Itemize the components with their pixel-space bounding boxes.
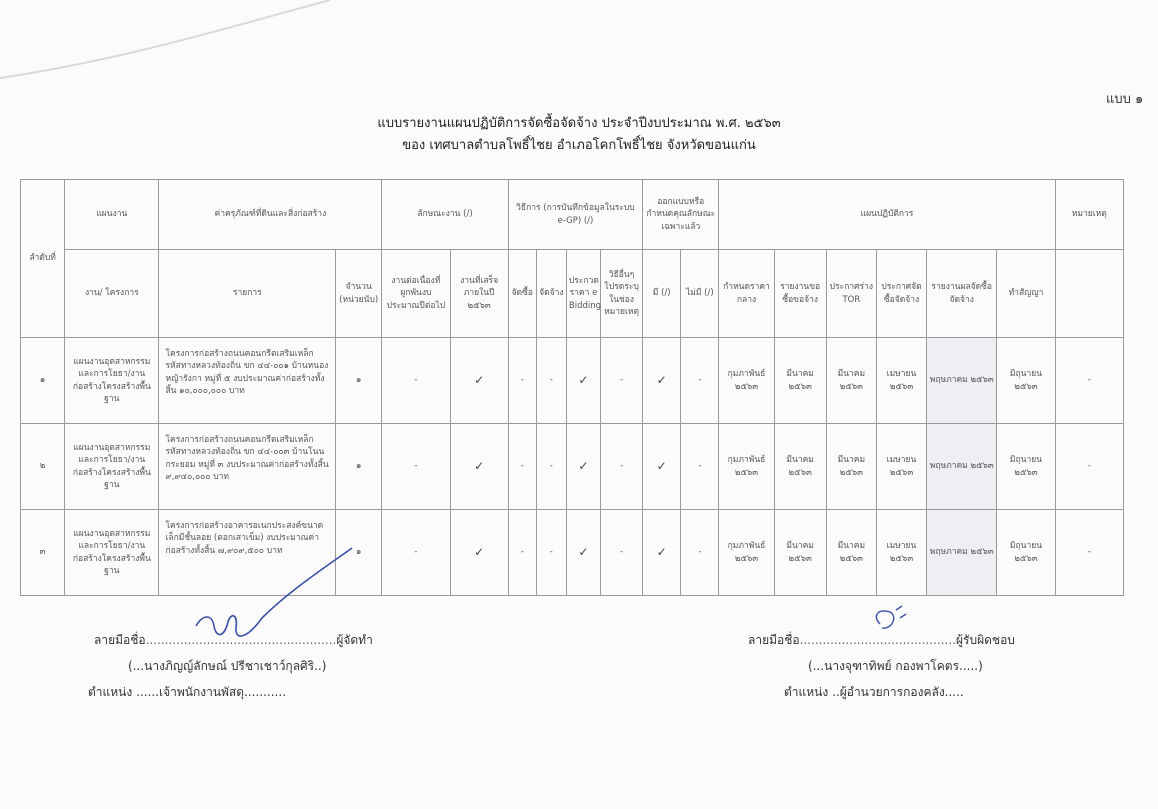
- header-method: วิธีการ (การบันทึกข้อมูลในระบบ e-GP) (/): [508, 180, 642, 250]
- header-remark: หมายเหตุ: [1055, 180, 1123, 250]
- responsible-position-label: ตำแหน่ง: [784, 685, 829, 699]
- row-within-year: ✓: [450, 338, 508, 424]
- table-row: [21, 424, 1124, 510]
- subheader-ebidding: ประกวดราคา e Bidding: [566, 250, 600, 338]
- preparer-role: ผู้จัดทำ: [336, 633, 373, 647]
- row-hire: -: [536, 510, 566, 596]
- row-project: แผนงานอุตสาหกรรมและการโยธา/งานก่อสร้างโครงสร้างพื้นฐาน: [65, 424, 159, 510]
- row-buy: -: [508, 424, 536, 510]
- table-row: [21, 510, 1124, 596]
- preparer-signature-label: ลายมือชื่อ: [94, 633, 146, 647]
- row-qty: ๑: [336, 338, 382, 424]
- responsible-signature-line: ลายมือชื่อ.........................................ผู้รับผิดชอบ: [748, 633, 1015, 647]
- row-has-not: -: [681, 338, 719, 424]
- subheader-carry-over: งานต่อเนื่องที่ผูกพันงบประมาณปีต่อไป: [382, 250, 450, 338]
- row-seq: ๓: [21, 510, 65, 596]
- row-ebidding: ✓: [566, 424, 600, 510]
- row-ebidding: ✓: [566, 338, 600, 424]
- row-qty: ๑: [336, 424, 382, 510]
- preparer-position-line: [88, 683, 286, 702]
- row-other-method: -: [601, 510, 643, 596]
- row-purchase-request: มีนาคม ๒๕๖๓: [774, 424, 826, 510]
- row-project: แผนงานอุตสาหกรรมและการโยธา/งานก่อสร้างโครงสร้างพื้นฐาน: [65, 510, 159, 596]
- row-purchase-request: มีนาคม ๒๕๖๓: [774, 510, 826, 596]
- row-hire: -: [536, 338, 566, 424]
- row-announcement: เมษายน ๒๕๖๓: [876, 510, 926, 596]
- subheader-has: มี (/): [643, 250, 681, 338]
- row-carry-over: -: [382, 338, 450, 424]
- header-schedule: แผนปฏิบัติการ: [719, 180, 1055, 250]
- row-result-report: พฤษภาคม ๒๕๖๓: [927, 424, 997, 510]
- row-has: ✓: [643, 510, 681, 596]
- row-remark: -: [1055, 424, 1123, 510]
- row-project: แผนงานอุตสาหกรรมและการโยธา/งานก่อสร้างโครงสร้างพื้นฐาน: [65, 338, 159, 424]
- scan-fold-line-icon: [0, 0, 330, 78]
- subheader-contract: ทำสัญญา: [997, 250, 1055, 338]
- header-design: ออกแบบหรือกำหนดคุณลักษณะเฉพาะแล้ว: [643, 180, 719, 250]
- row-item: โครงการก่อสร้างถนนคอนกรีตเสริมเหล็ก รหัสทางหลวงท้องถิ่น ขก ๔๔-๐๐๓ บ้านโนนกระยอม หมู่ที่ ๓ งบประมาณค่าก่อสร้างทั้งสิ้น ๙,๙๔๐,๐๐๐ บาท: [159, 424, 336, 510]
- subheader-announcement: ประกาศจัดซื้อจัดจ้าง: [876, 250, 926, 338]
- row-ebidding: ✓: [566, 510, 600, 596]
- subheader-reference-price: กำหนดราคากลาง: [719, 250, 774, 338]
- subheader-buy: จัดซื้อ: [508, 250, 536, 338]
- row-seq: ๒: [21, 424, 65, 510]
- procurement-plan-table: [20, 179, 1124, 596]
- row-draft-tor: มีนาคม ๒๕๖๓: [826, 424, 876, 510]
- row-other-method: -: [601, 424, 643, 510]
- row-hire: -: [536, 424, 566, 510]
- row-qty: ๑: [336, 510, 382, 596]
- document-subtitle: ของ เทศบาลตำบลโพธิ์ไชย อำเภอโคกโพธิ์ไชย จังหวัดขอนแก่น: [402, 138, 756, 153]
- row-remark: -: [1055, 338, 1123, 424]
- subheader-has-not: ไม่มี (/): [681, 250, 719, 338]
- form-code: แบบ ๑: [1106, 92, 1144, 107]
- subheader-item: รายการ: [159, 250, 336, 338]
- preparer-name: (...นางภิญญ์ลักษณ์ ปรีชาเชาว์กุลศิริ..): [128, 659, 327, 673]
- subheader-qty: จำนวน (หน่วยนับ): [336, 250, 382, 338]
- row-has-not: -: [681, 510, 719, 596]
- responsible-name: (...นางจุฑาทิพย์ กองพาโคตร.....): [808, 659, 983, 673]
- row-carry-over: -: [382, 424, 450, 510]
- row-buy: -: [508, 510, 536, 596]
- row-result-report: พฤษภาคม ๒๕๖๓: [927, 510, 997, 596]
- responsible-role: ผู้รับผิดชอบ: [956, 633, 1015, 647]
- responsible-position: ..ผู้อำนวยการกองคลัง.....: [832, 685, 964, 699]
- row-has: ✓: [643, 424, 681, 510]
- preparer-position-label: ตำแหน่ง: [88, 685, 133, 699]
- row-has: ✓: [643, 338, 681, 424]
- row-announcement: เมษายน ๒๕๖๓: [876, 338, 926, 424]
- subheader-purchase-request: รายงานขอซื้อขอจ้าง: [774, 250, 826, 338]
- row-announcement: เมษายน ๒๕๖๓: [876, 424, 926, 510]
- row-within-year: ✓: [450, 510, 508, 596]
- row-item: โครงการก่อสร้างถนนคอนกรีตเสริมเหล็ก รหัสทางหลวงท้องถิ่น ขก ๔๔-๐๐๑ บ้านหนองหญ้ารังกา หมู่ที่ ๕ งบประมาณค่าก่อสร้างทั้งสิ้น ๑๐,๐๐๐,๐๐๐ บาท: [159, 338, 336, 424]
- row-reference-price: กุมภาพันธ์ ๒๕๖๓: [719, 424, 774, 510]
- row-within-year: ✓: [450, 424, 508, 510]
- row-has-not: -: [681, 424, 719, 510]
- row-contract: มิถุนายน ๒๕๖๓: [997, 424, 1055, 510]
- row-draft-tor: มีนาคม ๒๕๖๓: [826, 510, 876, 596]
- subheader-within-year: งานที่เสร็จภายในปี ๒๕๖๓: [450, 250, 508, 338]
- responsible-signature-label: ลายมือชื่อ: [748, 633, 800, 647]
- responsible-signature-icon: [876, 606, 906, 628]
- header-work-type: ลักษณะงาน (/): [382, 180, 508, 250]
- subheader-other-method: วิธีอื่นๆ โปรดระบุในช่องหมายเหตุ: [601, 250, 643, 338]
- header-seq: ลำดับที่: [21, 180, 65, 338]
- subheader-hire: จัดจ้าง: [536, 250, 566, 338]
- document-title: แบบรายงานแผนปฏิบัติการจัดซื้อจัดจ้าง ประจำปีงบประมาณ พ.ศ. ๒๕๖๓: [377, 116, 781, 131]
- row-carry-over: -: [382, 510, 450, 596]
- row-purchase-request: มีนาคม ๒๕๖๓: [774, 338, 826, 424]
- responsible-position-line: [784, 683, 964, 702]
- row-remark: -: [1055, 510, 1123, 596]
- row-reference-price: กุมภาพันธ์ ๒๕๖๓: [719, 510, 774, 596]
- row-seq: ๑: [21, 338, 65, 424]
- header-items: ค่าครุภัณฑ์ที่ดินและสิ่งก่อสร้าง: [159, 180, 382, 250]
- row-buy: -: [508, 338, 536, 424]
- subheader-draft-tor: ประกาศร่าง TOR: [826, 250, 876, 338]
- row-draft-tor: มีนาคม ๒๕๖๓: [826, 338, 876, 424]
- row-item: โครงการก่อสร้างอาคารอเนกประสงค์ขนาดเล็กมีชั้นลอย (ตอกเสาเข็ม) งบประมาณค่าก่อสร้างทั้งสิ้น ๗,๙๐๙,๕๐๐ บาท: [159, 510, 336, 596]
- preparer-signature-line: ลายมือชื่อ..................................................ผู้จัดทำ: [94, 633, 373, 647]
- table-row: [21, 338, 1124, 424]
- row-reference-price: กุมภาพันธ์ ๒๕๖๓: [719, 338, 774, 424]
- subheader-project: งาน/ โครงการ: [65, 250, 159, 338]
- subheader-result-report: รายงานผลจัดซื้อจัดจ้าง: [927, 250, 997, 338]
- row-contract: มิถุนายน ๒๕๖๓: [997, 510, 1055, 596]
- row-result-report: พฤษภาคม ๒๕๖๓: [927, 338, 997, 424]
- row-other-method: -: [601, 338, 643, 424]
- row-contract: มิถุนายน ๒๕๖๓: [997, 338, 1055, 424]
- header-plan: แผนงาน: [65, 180, 159, 250]
- preparer-position: ......เจ้าพนักงานพัสดุ...........: [136, 685, 287, 699]
